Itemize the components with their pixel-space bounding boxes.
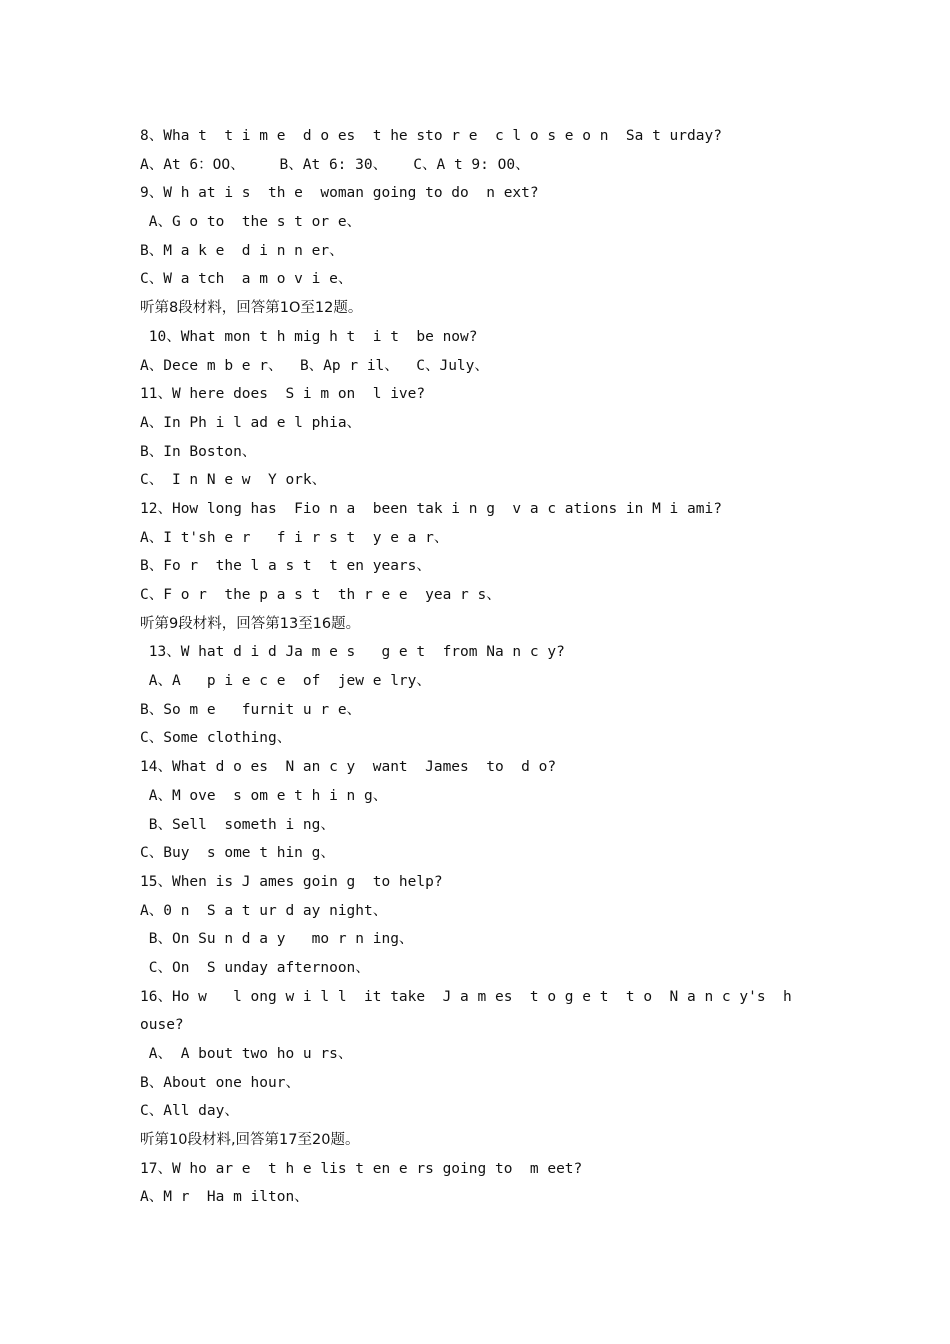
question-15-option-b: B、On Su n d a y mo r n ing、 bbox=[140, 931, 414, 948]
question-11-option-a: A、In Ph i l ad e l phia、 bbox=[140, 414, 362, 431]
question-16: 16、Ho w l ong w i l l it take J a m es t o g e t t o N a n c y's h bbox=[140, 988, 792, 1005]
question-17: 17、W ho ar e t h e lis t en e rs going to m eet? bbox=[140, 1160, 583, 1177]
question-16-option-b: B、About one hour、 bbox=[140, 1074, 300, 1091]
question-13: 13、W hat d i d Ja m e s g e t from Na n c y? bbox=[140, 644, 565, 661]
question-9-option-c: C、W a tch a m o v i e、 bbox=[140, 271, 353, 288]
question-13-option-a: A、A p i e c e of jew e lry、 bbox=[140, 673, 431, 690]
question-14-option-c: C、Buy s ome t hin g、 bbox=[140, 845, 335, 862]
question-16-option-a: A、 A bout two ho u rs、 bbox=[140, 1046, 353, 1062]
question-12: 12、How long has Fio n a been tak i n g v a c ations in M i ami? bbox=[140, 500, 722, 517]
question-15-option-c: C、On S unday afternoon、 bbox=[140, 959, 370, 976]
question-9: 9、W h at i s th e woman going to do n ext? bbox=[140, 185, 539, 202]
section-heading-8: 听第8段材料，回答第1O至12题。 bbox=[140, 300, 363, 317]
section-heading-9: 听第9段材料，回答第13至16题。 bbox=[140, 615, 361, 632]
question-8: 8、Wha t t i m e d o es t he sto r e c l o s e o n Sa t urday? bbox=[140, 128, 722, 144]
question-13-option-b: B、So m e furnit u r e、 bbox=[140, 701, 362, 718]
question-10-options: A、Dece m b e r、 B、Ap r il、 C、July、 bbox=[140, 357, 489, 374]
question-12-option-a: A、I t'sh e r f i r s t y e a r、 bbox=[140, 529, 449, 546]
question-15: 15、When is J ames goin g to help? bbox=[140, 873, 443, 890]
question-10: 10、What mon t h mig h t i t be now? bbox=[140, 328, 478, 345]
question-9-option-b: B、M a k e d i n n er、 bbox=[140, 242, 344, 259]
question-16-continued: ouse? bbox=[140, 1017, 184, 1034]
question-11-option-c: C、 I n N e w Y ork、 bbox=[140, 472, 327, 489]
question-14: 14、What d o es N an c y want James to d o? bbox=[140, 759, 557, 776]
question-12-option-b: B、Fo r the l a s t t en years、 bbox=[140, 558, 431, 575]
question-17-option-a: A、M r Ha m ilton、 bbox=[140, 1189, 309, 1206]
question-12-option-c: C、F o r the p a s t th r e e yea r s、 bbox=[140, 587, 501, 603]
question-15-option-a: A、0 n S a t ur d ay night、 bbox=[140, 902, 388, 919]
question-9-option-a: A、G o to the s t or e、 bbox=[140, 214, 362, 231]
question-11: 11、W here does S i m on l ive? bbox=[140, 386, 426, 403]
question-11-option-b: B、In Boston、 bbox=[140, 443, 257, 460]
question-13-option-c: C、Some clothing、 bbox=[140, 730, 292, 747]
section-heading-10: 听第10段材料,回答第17至20题。 bbox=[140, 1132, 360, 1149]
question-14-option-b: B、Sell someth i ng、 bbox=[140, 816, 335, 833]
document-page bbox=[140, 122, 820, 1212]
question-16-option-c: C、All day、 bbox=[140, 1103, 239, 1120]
question-14-option-a: A、M ove s om e t h i n g、 bbox=[140, 787, 388, 804]
question-8-options: A、At 6：OO、 B、At 6: 30、 C、A t 9: O0、 bbox=[140, 156, 530, 173]
